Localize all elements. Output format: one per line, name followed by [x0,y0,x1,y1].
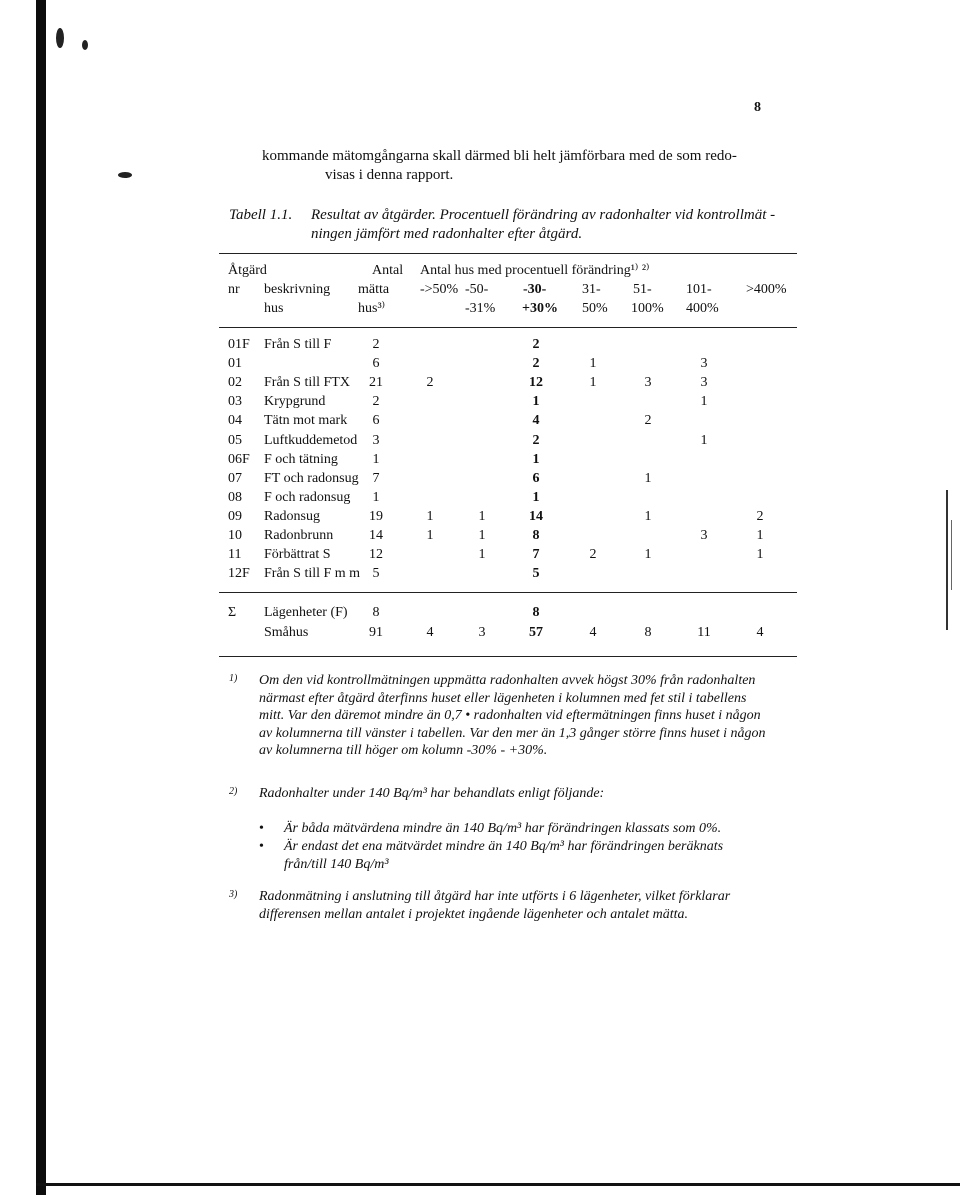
cell-c5: 2 [644,413,652,429]
header-col4a: 31- [582,282,601,297]
cell-nr: 08 [228,489,242,505]
cell-c3: 1 [532,489,540,505]
footnote-line: Radonhalter under 140 Bq/m³ har behandlats enligt följande: [259,786,605,801]
bottom-edge-line [36,1183,960,1186]
cell-c3: 2 [532,356,540,372]
table-bottom-rule [219,656,797,657]
caption-number: Tabell 1.1. [229,207,293,223]
cell-c4: 1 [589,375,597,391]
cell-nr: 11 [228,547,242,563]
cell-antal: 3 [372,432,380,448]
cell-c2: 1 [478,508,486,524]
header-col2a: -50- [465,282,489,297]
cell-nr: 05 [228,432,242,448]
cell-c4: 4 [589,625,597,640]
cell-c7: 1 [756,547,764,563]
header-col3a: -30- [523,282,547,297]
cell-desc: Lägenheter (F) [264,605,348,620]
header-col3b: +30% [522,301,558,316]
bullet-icon: • [259,839,264,854]
cell-antal: 12 [369,547,383,563]
cell-desc: F och tätning [264,451,338,467]
caption-line: ningen jämfört med radonhalter efter åtgärd. [311,226,583,242]
cell-nr: 12F [228,566,250,582]
binding-edge [36,0,46,1195]
cell-desc: Småhus [264,625,309,640]
footnote-line: närmast efter åtgärd återfinns huset eller lägenheten i kolumnen med fet stil i tabellens [259,690,747,706]
header-col5b: 100% [631,301,664,316]
cell-desc: Från S till FTX [264,375,350,391]
cell-antal: 6 [372,356,380,372]
footnote-line: differensen mellan antalet i projektet ingående lägenheter och antalet mätta. [259,906,688,922]
header-col1: ->50% [420,282,459,297]
cell-c3: 8 [532,528,540,543]
cell-antal: 6 [372,413,380,429]
cell-c3: 1 [532,394,540,410]
header-beskrivning: beskrivning [264,282,331,297]
cell-c6: 3 [700,375,708,391]
cell-nr: 03 [228,394,242,410]
cell-desc: Från S till F m m [264,566,361,582]
footnote-line: av kolumnerna till höger om kolumn -30% - +30%. [259,743,548,758]
cell-c4: 1 [589,356,597,372]
cell-desc: Radonbrunn [264,528,334,543]
cell-antal: 1 [372,451,380,467]
cell-c3: 8 [532,605,540,620]
cell-c2: 1 [478,547,486,563]
header-col7: >400% [746,282,787,297]
cell-desc: Krypgrund [264,394,326,410]
cell-c3: 6 [532,470,540,486]
cell-nr: 01F [228,337,250,352]
cell-c5: 3 [644,375,652,391]
header-hus: hus [264,301,284,316]
cell-c5: 1 [644,547,652,563]
cell-c6: 11 [697,625,711,640]
cell-nr: 01 [228,356,242,372]
cell-antal: 19 [369,508,383,524]
cell-c7: 1 [756,528,764,543]
cell-c3: 7 [532,547,540,563]
footnote-line: Om den vid kontrollmätningen uppmätta radonhalten avvek högst 30% från radonhalten [259,673,756,688]
cell-c3: 5 [532,566,540,582]
header-group: Antal hus med procentuell förändring¹⁾ ²⁾ [420,263,650,278]
cell-c3: 1 [532,451,540,467]
cell-desc: Radonsug [264,508,320,524]
cell-antal: 5 [372,566,380,582]
header-hus-measured: hus³⁾ [358,301,386,316]
scan-artifact [951,520,952,590]
sum-symbol: Σ [228,605,237,620]
footnote-line: mitt. Var den däremot mindre än 0,7 • radonhalten vid eftermätningen finns huset i någon [259,708,761,723]
cell-desc: FT och radonsug [264,470,359,486]
cell-c6: 3 [700,528,708,543]
cell-c6: 1 [700,394,708,410]
cell-desc: Från S till F [264,337,332,352]
cell-antal: 14 [369,528,383,543]
cell-antal: 1 [372,489,380,505]
cell-antal: 21 [369,375,383,391]
footnote-line: Är endast det ena mätvärdet mindre än 140 Bq/m³ har förändringen beräknats [284,839,724,854]
footnote-line: Radonmätning i anslutning till åtgärd har inte utförts i 6 lägenheter, vilket förklarar [259,889,731,904]
header-col2b: -31% [465,301,496,316]
cell-antal: 91 [369,625,383,640]
footnote-line: av kolumnerna till vänster i tabellen. Var den mer än 1,3 gånger större finns huset i någon [259,725,766,741]
intro-line: visas i denna rapport. [325,167,454,183]
cell-desc: Tätn mot mark [264,413,348,429]
header-antal: Antal [372,263,404,278]
cell-antal: 8 [372,605,380,620]
bullet-icon: • [259,821,264,836]
scan-speck [118,172,132,178]
caption-line: Resultat av åtgärder. Procentuell förändring av radonhalter vid kontrollmät - [311,207,776,223]
cell-c5: 1 [644,470,652,486]
table-header-rule [219,327,797,328]
cell-c6: 3 [700,356,708,372]
cell-c7: 4 [756,625,764,640]
header-matta: mätta [358,282,390,297]
cell-nr: 09 [228,508,242,524]
cell-c1: 1 [426,508,434,524]
cell-desc: Förbättrat S [264,547,331,563]
header-col4b: 50% [582,301,608,316]
intro-line: kommande mätomgångarna skall därmed bli helt jämförbara med de som redo- [262,148,737,164]
footnote-mark: 1) [229,673,238,684]
header-col6a: 101- [686,282,712,297]
cell-nr: 04 [228,413,242,429]
intro-paragraph [262,147,822,185]
scan-speck [82,40,88,50]
cell-nr: 10 [228,528,242,543]
table-top-rule [219,253,797,254]
cell-c5: 8 [644,625,652,640]
header-col6b: 400% [686,301,719,316]
cell-c2: 3 [478,625,486,640]
cell-antal: 2 [372,394,380,410]
cell-antal: 2 [372,337,380,352]
cell-c3: 2 [532,432,540,448]
page-number: 8 [754,100,761,115]
cell-c3: 4 [532,413,540,429]
cell-c1: 1 [426,528,434,543]
cell-c3: 2 [532,337,540,352]
cell-c6: 1 [700,432,708,448]
cell-desc: Luftkuddemetod [264,432,358,448]
cell-c1: 4 [426,625,434,640]
cell-nr: 06F [228,451,250,467]
scan-artifact [946,490,948,630]
cell-nr: 02 [228,375,242,391]
cell-c5: 1 [644,508,652,524]
cell-c7: 2 [756,508,764,524]
cell-nr: 07 [228,470,242,486]
cell-antal: 7 [372,470,380,486]
cell-c3: 12 [529,375,543,391]
header-col5a: 51- [633,282,652,297]
cell-desc: F och radonsug [264,489,351,505]
cell-c3: 14 [529,508,543,524]
scan-speck [56,28,64,48]
footnote-line: Är båda mätvärdena mindre än 140 Bq/m³ har förändringen klassats som 0%. [284,821,722,836]
footnote-mark: 3) [229,889,238,900]
cell-c4: 2 [589,547,597,563]
header-nr: nr [228,282,240,297]
cell-c3: 57 [529,625,543,640]
cell-c1: 2 [426,375,434,391]
table-sum-rule [219,592,797,593]
header-atgard: Åtgärd [228,263,267,278]
cell-c2: 1 [478,528,486,543]
footnote-line: från/till 140 Bq/m³ [284,856,389,872]
footnote-mark: 2) [229,786,238,797]
